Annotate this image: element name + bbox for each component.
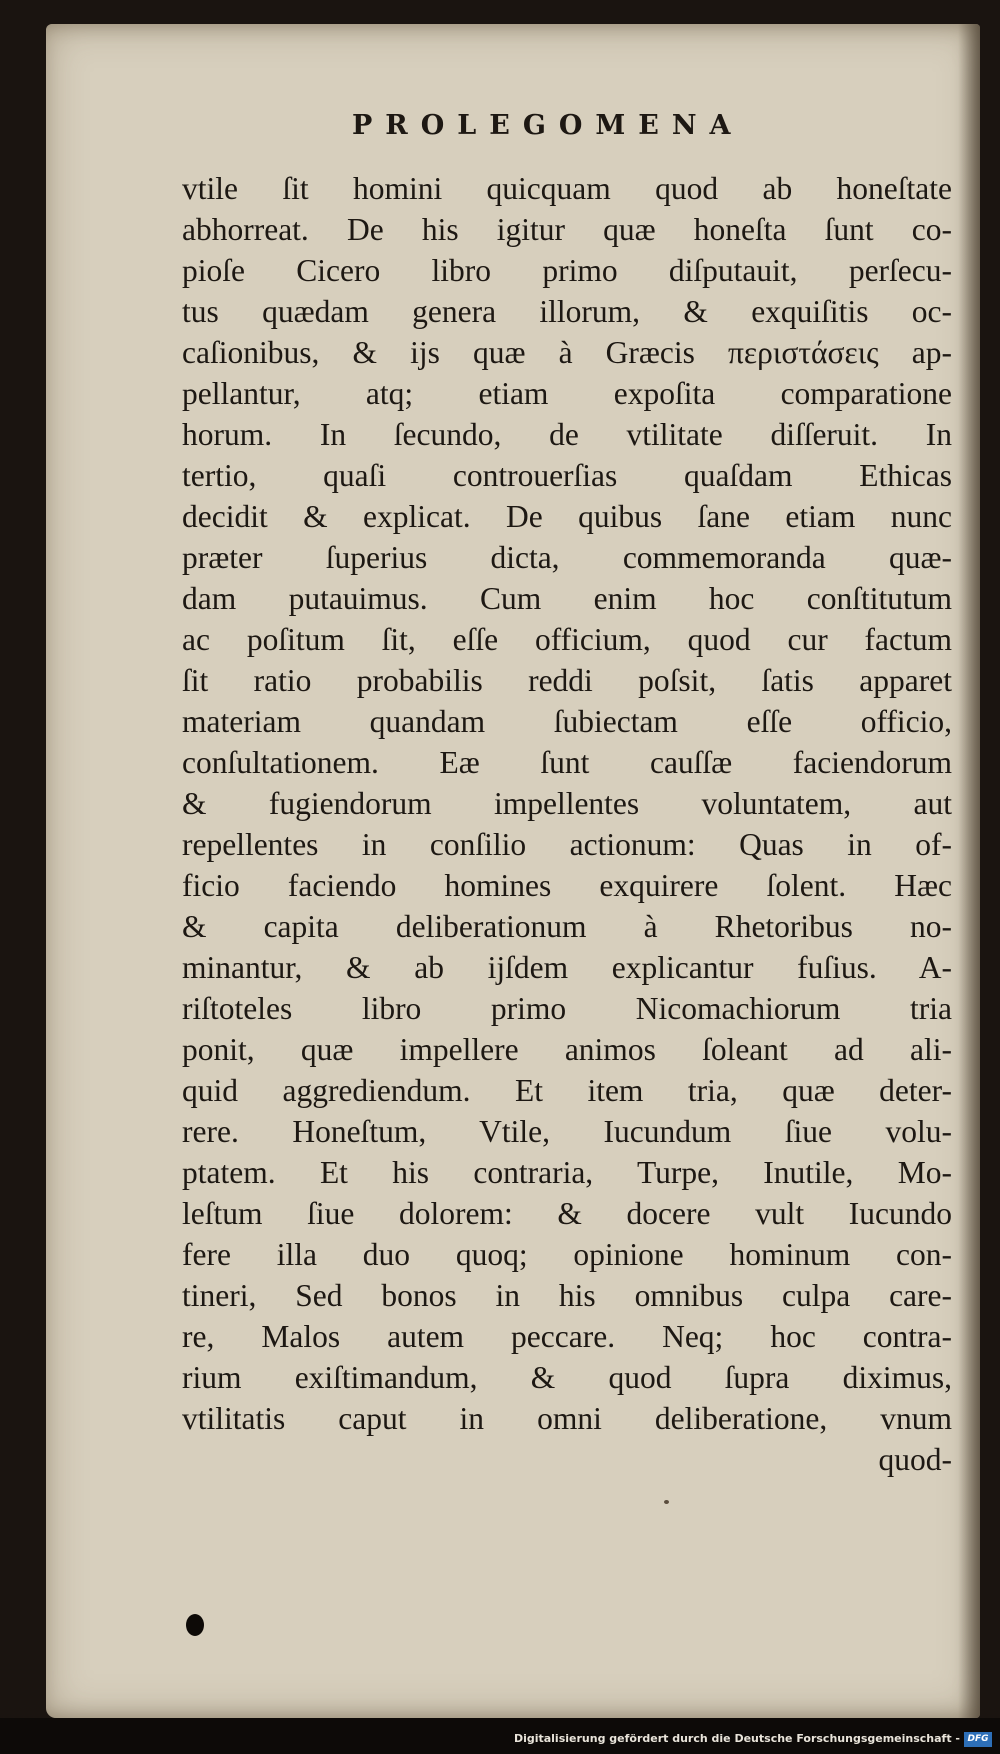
- text-line: quid aggrediendum. Et item tria, quæ deter-: [182, 1073, 952, 1108]
- text-line: ptatem. Et his contraria, Turpe, Inutile, Mo-: [182, 1155, 952, 1190]
- text-line: præter ſuperius dicta, commemoranda quæ-: [182, 540, 952, 575]
- text-line: conſultationem. Eæ ſunt cauſſæ faciendorum: [182, 745, 952, 780]
- page-edge-shadow: [958, 24, 980, 1718]
- text-line: & fugiendorum impellentes voluntatem, aut: [182, 786, 952, 821]
- body-text: [182, 168, 952, 1480]
- text-line: pioſe Cicero libro primo diſputauit, perſecu-: [182, 253, 952, 288]
- text-line: vtile ſit homini quicquam quod ab honeſtate: [182, 171, 952, 206]
- text-line: materiam quandam ſubiectam eſſe officio,: [182, 704, 952, 739]
- text-line: minantur, & ab ijſdem explicantur fuſius. A-: [182, 950, 952, 985]
- footer-bar: [0, 1718, 1000, 1754]
- text-line: caſionibus, & ijs quæ à Græcis περιστάσεις ap-: [182, 335, 952, 370]
- text-line: riſtoteles libro primo Nicomachiorum tria: [182, 991, 952, 1026]
- text-line: decidit & explicat. De quibus ſane etiam nunc: [182, 499, 952, 534]
- text-line: ponit, quæ impellere animos ſoleant ad ali-: [182, 1032, 952, 1067]
- text-line: ac poſitum ſit, eſſe officium, quod cur factum: [182, 622, 952, 657]
- text-line: & capita deliberationum à Rhetoribus no-: [182, 909, 952, 944]
- text-line: vtilitatis caput in omni deliberatione, vnum: [182, 1401, 952, 1436]
- text-line: tertio, quaſi controuerſias quaſdam Ethicas: [182, 458, 952, 493]
- paper-speck: [664, 1500, 669, 1504]
- text-line: pellantur, atq; etiam expoſita comparatione: [182, 376, 952, 411]
- ink-blot: [186, 1614, 204, 1636]
- text-line: rere. Honeſtum, Vtile, Iucundum ſiue volu-: [182, 1114, 952, 1149]
- text-line: rium exiſtimandum, & quod ſupra diximus,: [182, 1360, 952, 1395]
- digitization-credit: Digitalisierung gefördert durch die Deutsche Forschungsgemeinschaft -: [513, 1732, 960, 1745]
- running-head: PROLEGOMENA: [352, 110, 744, 141]
- text-line: dam putauimus. Cum enim hoc conſtitutum: [182, 581, 952, 616]
- text-line: ſit ratio probabilis reddi poſsit, ſatis apparet: [182, 663, 952, 698]
- text-line: repellentes in conſilio actionum: Quas in of-: [182, 827, 952, 862]
- text-line: abhorreat. De his igitur quæ honeſta ſunt co-: [182, 212, 952, 247]
- text-line: tineri, Sed bonos in his omnibus culpa care-: [182, 1278, 952, 1313]
- text-line: quod-: [878, 1442, 952, 1477]
- text-line: horum. In ſecundo, de vtilitate diſſeruit. In: [182, 417, 952, 452]
- text-line: fere illa duo quoq; opinione hominum con-: [182, 1237, 952, 1272]
- text-line: tus quædam genera illorum, & exquiſitis oc-: [182, 294, 952, 329]
- text-line: ficio faciendo homines exquirere ſolent. Hæc: [182, 868, 952, 903]
- text-line: leſtum ſiue dolorem: & docere vult Iucundo: [182, 1196, 952, 1231]
- text-line: re, Malos autem peccare. Neq; hoc contra-: [182, 1319, 952, 1354]
- dfg-logo-icon: DFG: [964, 1732, 992, 1747]
